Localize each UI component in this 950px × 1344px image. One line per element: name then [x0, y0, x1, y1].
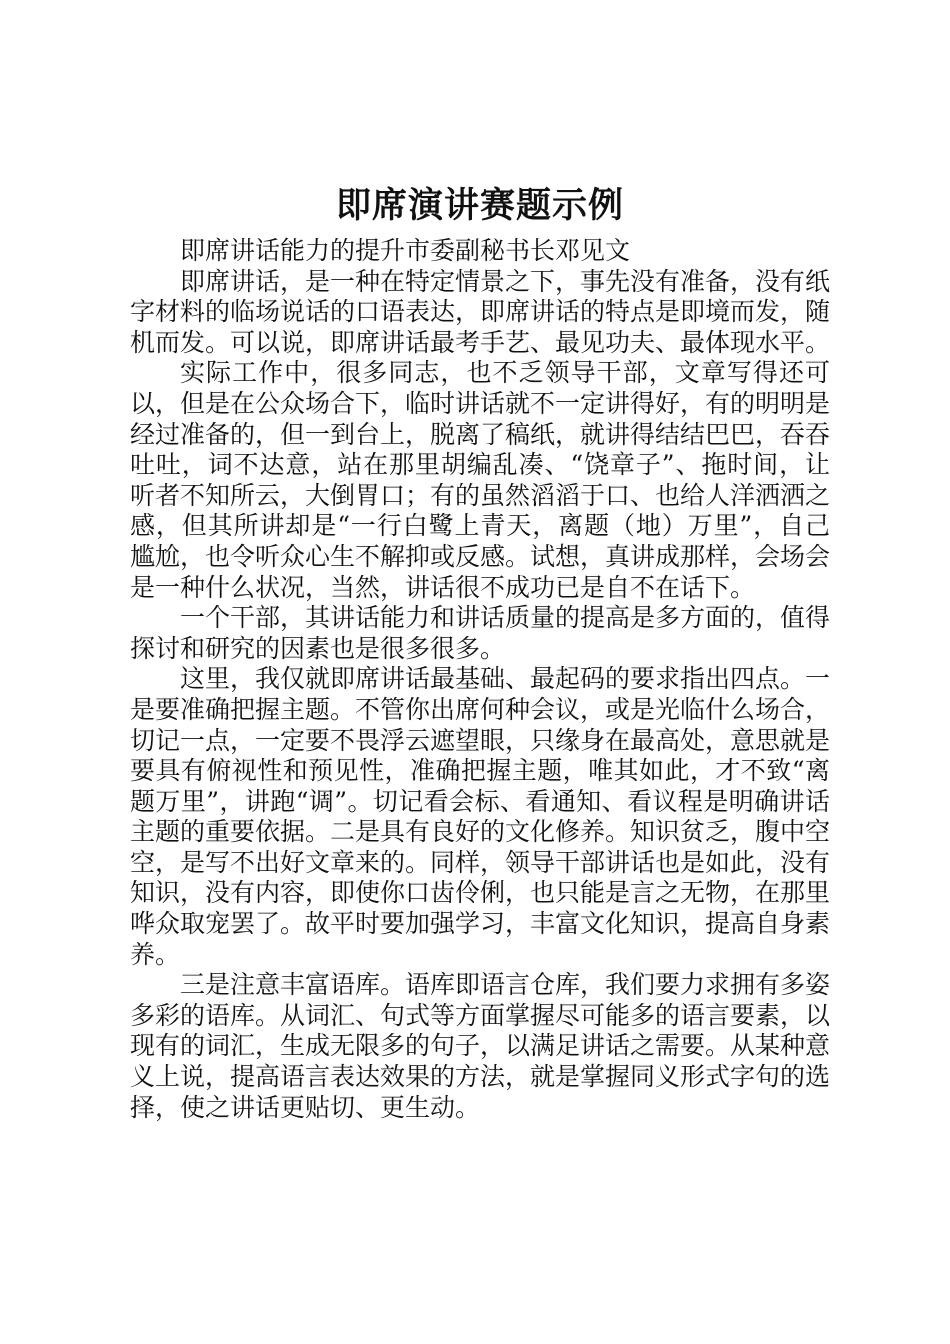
document-subtitle: 即席讲话能力的提升市委副秘书长邓见文	[180, 236, 631, 265]
paragraph-3: 一个干部，其讲话能力和讲话质量的提高是多方面的，值得探讨和研究的因素也是很多很多。	[130, 603, 831, 663]
paragraph-2: 实际工作中，很多同志，也不乏领导干部，文章写得还可以，但是在公众场合下，临时讲话就不一定讲得好，有的明明是经过准备的，但一到台上，脱离了稿纸，就讲得结结巴巴，吞吞吐吐，词不达意，站在那里胡编乱凑、“饶章子”、拖时间，让听者不知所云，大倒胃口；有的虽然滔滔于口、也给人洋洒洒之感，但其所讲却是“一行白鹭上青天，离题（地）万里”，自己尴尬，也令听众心生不解抑或反感。试想，真讲成那样，会场会是一种什么状况，当然，讲话很不成功已是自不在话下。	[130, 358, 831, 602]
paragraph-5: 三是注意丰富语库。语库即语言仓库，我们要力求拥有多姿多彩的语库。从词汇、句式等方面掌握尽可能多的语言要素，以现有的词汇，生成无限多的句子，以满足讲话之需要。从某种意义上说，提高语言表达效果的方法，就是掌握同义形式字句的选择，使之讲话更贴切、更生动。	[130, 970, 831, 1122]
paragraph-1: 即席讲话，是一种在特定情景之下，事先没有准备，没有纸字材料的临场说话的口语表达，即席讲话的特点是即境而发，随机而发。可以说，即席讲话最考手艺、最见功夫、最体现水平。	[130, 266, 831, 357]
paragraph-4: 这里，我仅就即席讲话最基础、最起码的要求指出四点。一是要准确把握主题。不管你出席何种会议，或是光临什么场合，切记一点，一定要不畏浮云遮望眼，只缘身在最高处，意思就是要具有俯视性和预见性，准确把握主题，唯其如此，才不致“离题万里”，讲跑“调”。切记看会标、看通知、看议程是明确讲话主题的重要依据。二是具有良好的文化修养。知识贫乏，腹中空空，是写不出好文章来的。同样，领导干部讲话也是如此，没有知识，没有内容，即使你口齿伶俐，也只能是言之无物，在那里哗众取宠罢了。故平时要加强学习，丰富文化知识，提高自身素养。	[130, 664, 831, 969]
document-title: 即席演讲赛题示例	[335, 185, 624, 226]
document-page	[130, 180, 830, 1123]
